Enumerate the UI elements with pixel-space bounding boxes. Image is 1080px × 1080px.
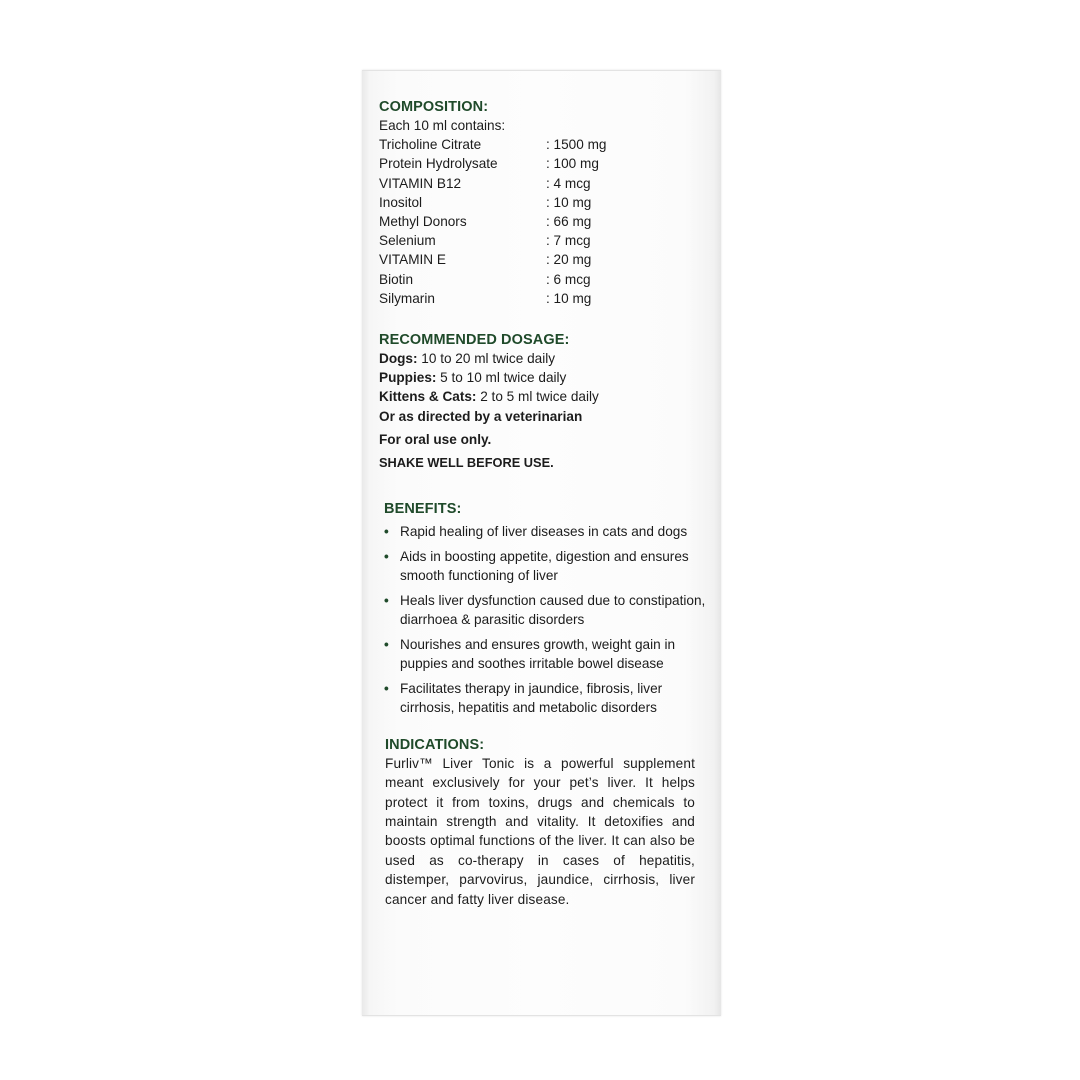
list-item [384,522,712,542]
list-item [384,635,712,674]
ingredient-name: Inositol [379,194,423,210]
composition-intro: Each 10 ml contains: [379,118,506,133]
ingredient-amount: : 6 mcg [546,271,591,287]
ingredient-amount: : 1500 mg [546,137,607,153]
composition-row [379,212,714,231]
dosage-line-dogs [379,349,714,368]
ingredient-amount: : 20 mg [546,252,592,268]
ingredient-name: Tricholine Citrate [379,137,482,153]
benefits-section [379,500,714,718]
indications-text: Furliv™ Liver Tonic is a powerful supplement meant exclusively for your pet’s liver. It helps protect it from toxins, drugs and chemicals to maintain strength and vitality. It detoxifies and boosts optimal functions of the liver. It can also be used as co-therapy in cases of hepatitis, distemper, parvovirus, jaundice, cirrhosis, liver cancer and fatty liver disease. [385,755,695,907]
bullet-icon: • [384,680,389,696]
indications-section [379,736,714,909]
dosage-line-kittens-cats [379,387,714,406]
ingredient-amount: : 7 mcg [546,233,591,249]
composition-row [379,250,714,269]
composition-row [379,231,714,250]
dosage-label: Kittens & Cats: [379,389,477,405]
ingredient-name: Methyl Donors [379,214,467,230]
ingredient-name: Selenium [379,233,436,249]
oral-use-note: For oral use only. [379,431,492,447]
dosage-text: 2 to 5 ml twice daily [476,389,599,405]
dosage-label: Dogs: [379,351,418,367]
ingredient-name: Silymarin [379,290,435,306]
composition-row [379,289,714,308]
bullet-icon: • [384,524,389,540]
bullet-icon: • [384,548,389,564]
dosage-text: 10 to 20 ml twice daily [417,351,556,367]
benefits-list [384,522,714,718]
list-item [384,591,712,630]
dosage-section [379,331,714,472]
benefit-text: Heals liver dysfunction caused due to constipation, diarrhoea & parasitic disorders [400,592,706,628]
benefit-text: Nourishes and ensures growth, weight gain in puppies and soothes irritable bowel disease [400,636,676,672]
shake-note: SHAKE WELL BEFORE USE. [379,455,554,471]
composition-row [379,174,714,193]
benefit-text: Facilitates therapy in jaundice, fibrosis, liver cirrhosis, hepatitis and metabolic disorders [400,680,663,716]
dosage-text: 5 to 10 ml twice daily [436,370,567,386]
composition-section [379,98,714,308]
composition-row [379,270,714,289]
list-item [384,547,712,586]
ingredient-name: Protein Hydrolysate [379,156,498,172]
composition-heading: COMPOSITION: [379,99,489,115]
ingredient-amount: : 10 mg [546,290,592,306]
ingredient-name: Biotin [379,271,414,287]
ingredient-name: VITAMIN B12 [379,175,462,191]
vet-note: Or as directed by a veterinarian [379,408,583,424]
dosage-label: Puppies: [379,370,437,386]
benefit-text: Aids in boosting appetite, digestion and ensures smooth functioning of liver [400,548,689,584]
list-item [384,679,712,718]
benefits-heading: BENEFITS: [384,501,462,518]
ingredient-amount: : 4 mcg [546,175,591,191]
bullet-icon: • [384,636,389,652]
dosage-line-puppies [379,368,714,387]
composition-table [379,135,714,308]
indications-heading: INDICATIONS: [385,736,485,753]
composition-row [379,154,714,173]
benefit-text: Rapid healing of liver diseases in cats and dogs [400,524,688,540]
ingredient-amount: : 100 mg [546,156,599,172]
composition-row [379,193,714,212]
ingredient-amount: : 66 mg [546,214,592,230]
composition-row [379,135,714,154]
ingredient-amount: : 10 mg [546,194,592,210]
label-content [379,98,714,909]
ingredient-name: VITAMIN E [379,252,446,268]
dosage-heading: RECOMMENDED DOSAGE: [379,332,570,349]
bullet-icon: • [384,592,389,608]
